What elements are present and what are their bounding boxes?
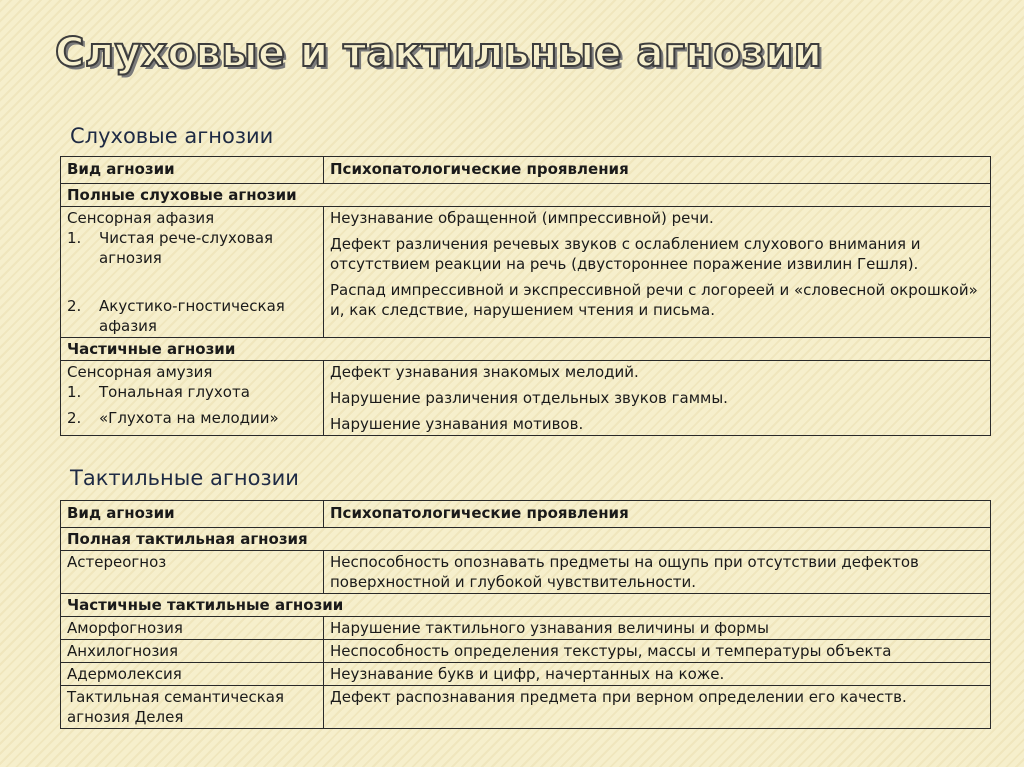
table-row [61, 663, 991, 686]
manifestation-cell: Дефект распознавания предмета при верном определении его качеств. [324, 686, 991, 729]
list-item: 2. «Глухота на мелодии» [67, 409, 279, 427]
list-item: 1. Тональная глухота [67, 383, 250, 401]
section-full-auditory: Полные слуховые агнозии [61, 184, 991, 207]
manifestation-cell: Неспособность определения текстуры, массы и температуры объекта [324, 640, 991, 663]
table-row [61, 207, 991, 338]
section-row [61, 184, 991, 207]
agnosia-type-cell [61, 207, 324, 338]
agnosia-type-cell [61, 361, 324, 436]
agnosia-type-cell: Анхилогнозия [61, 640, 324, 663]
agnosia-name: Сенсорная амузия [67, 363, 213, 381]
header-type: Вид агнозии [61, 501, 324, 528]
manifestation-text: Неузнавание обращенной (импрессивной) речи. [330, 209, 714, 227]
section-row [61, 338, 991, 361]
list-item: 1. Чистая рече-слуховая агнозия [67, 229, 274, 267]
header-manifestations: Психопатологические проявления [324, 157, 991, 184]
manifestation-text: Распад импрессивной и экспрессивной речи с логореей и «словесной окрошкой» и, как следствие, нарушением чтения и письма. [330, 281, 978, 319]
list-item: 2. Акустико-гностическая афазия [67, 297, 285, 335]
table-row [61, 361, 991, 436]
agnosia-type-cell: Тактильная семантическая агнозия Делея [61, 686, 324, 729]
section-row [61, 594, 991, 617]
page-title: Слуховые и тактильные агнозии [55, 30, 823, 76]
manifestation-cell: Неузнавание букв и цифр, начертанных на коже. [324, 663, 991, 686]
tactile-table [60, 500, 991, 729]
table-row [61, 551, 991, 594]
tactile-heading: Тактильные агнозии [70, 466, 299, 490]
header-manifestations: Психопатологические проявления [324, 501, 991, 528]
manifestation-text: Дефект различения речевых звуков с ослаблением слухового внимания и отсутствием реакции на речь (двустороннее поражение извилин Гешля). [330, 235, 921, 273]
table-row [61, 640, 991, 663]
section-full-tactile: Полная тактильная агнозия [61, 528, 991, 551]
manifestation-text: Нарушение различения отдельных звуков гаммы. [330, 389, 728, 407]
manifestation-cell: Нарушение тактильного узнавания величины и формы [324, 617, 991, 640]
table-header-row [61, 157, 991, 184]
manifestation-cell [324, 361, 991, 436]
manifestation-cell [324, 207, 991, 338]
manifestation-cell: Неспособность опознавать предметы на ощупь при отсутствии дефектов поверхностной и глубокой чувствительности. [324, 551, 991, 594]
auditory-table [60, 156, 991, 436]
table-header-row [61, 501, 991, 528]
manifestation-text: Нарушение узнавания мотивов. [330, 415, 584, 433]
auditory-heading: Слуховые агнозии [70, 124, 274, 148]
agnosia-type-cell: Адермолексия [61, 663, 324, 686]
table-row [61, 686, 991, 729]
header-type: Вид агнозии [61, 157, 324, 184]
agnosia-type-cell: Астереогноз [61, 551, 324, 594]
manifestation-text: Дефект узнавания знакомых мелодий. [330, 363, 639, 381]
agnosia-type-cell: Аморфогнозия [61, 617, 324, 640]
agnosia-name: Сенсорная афазия [67, 209, 215, 227]
section-partial-tactile: Частичные тактильные агнозии [61, 594, 991, 617]
table-row [61, 617, 991, 640]
section-row [61, 528, 991, 551]
section-partial-auditory: Частичные агнозии [61, 338, 991, 361]
